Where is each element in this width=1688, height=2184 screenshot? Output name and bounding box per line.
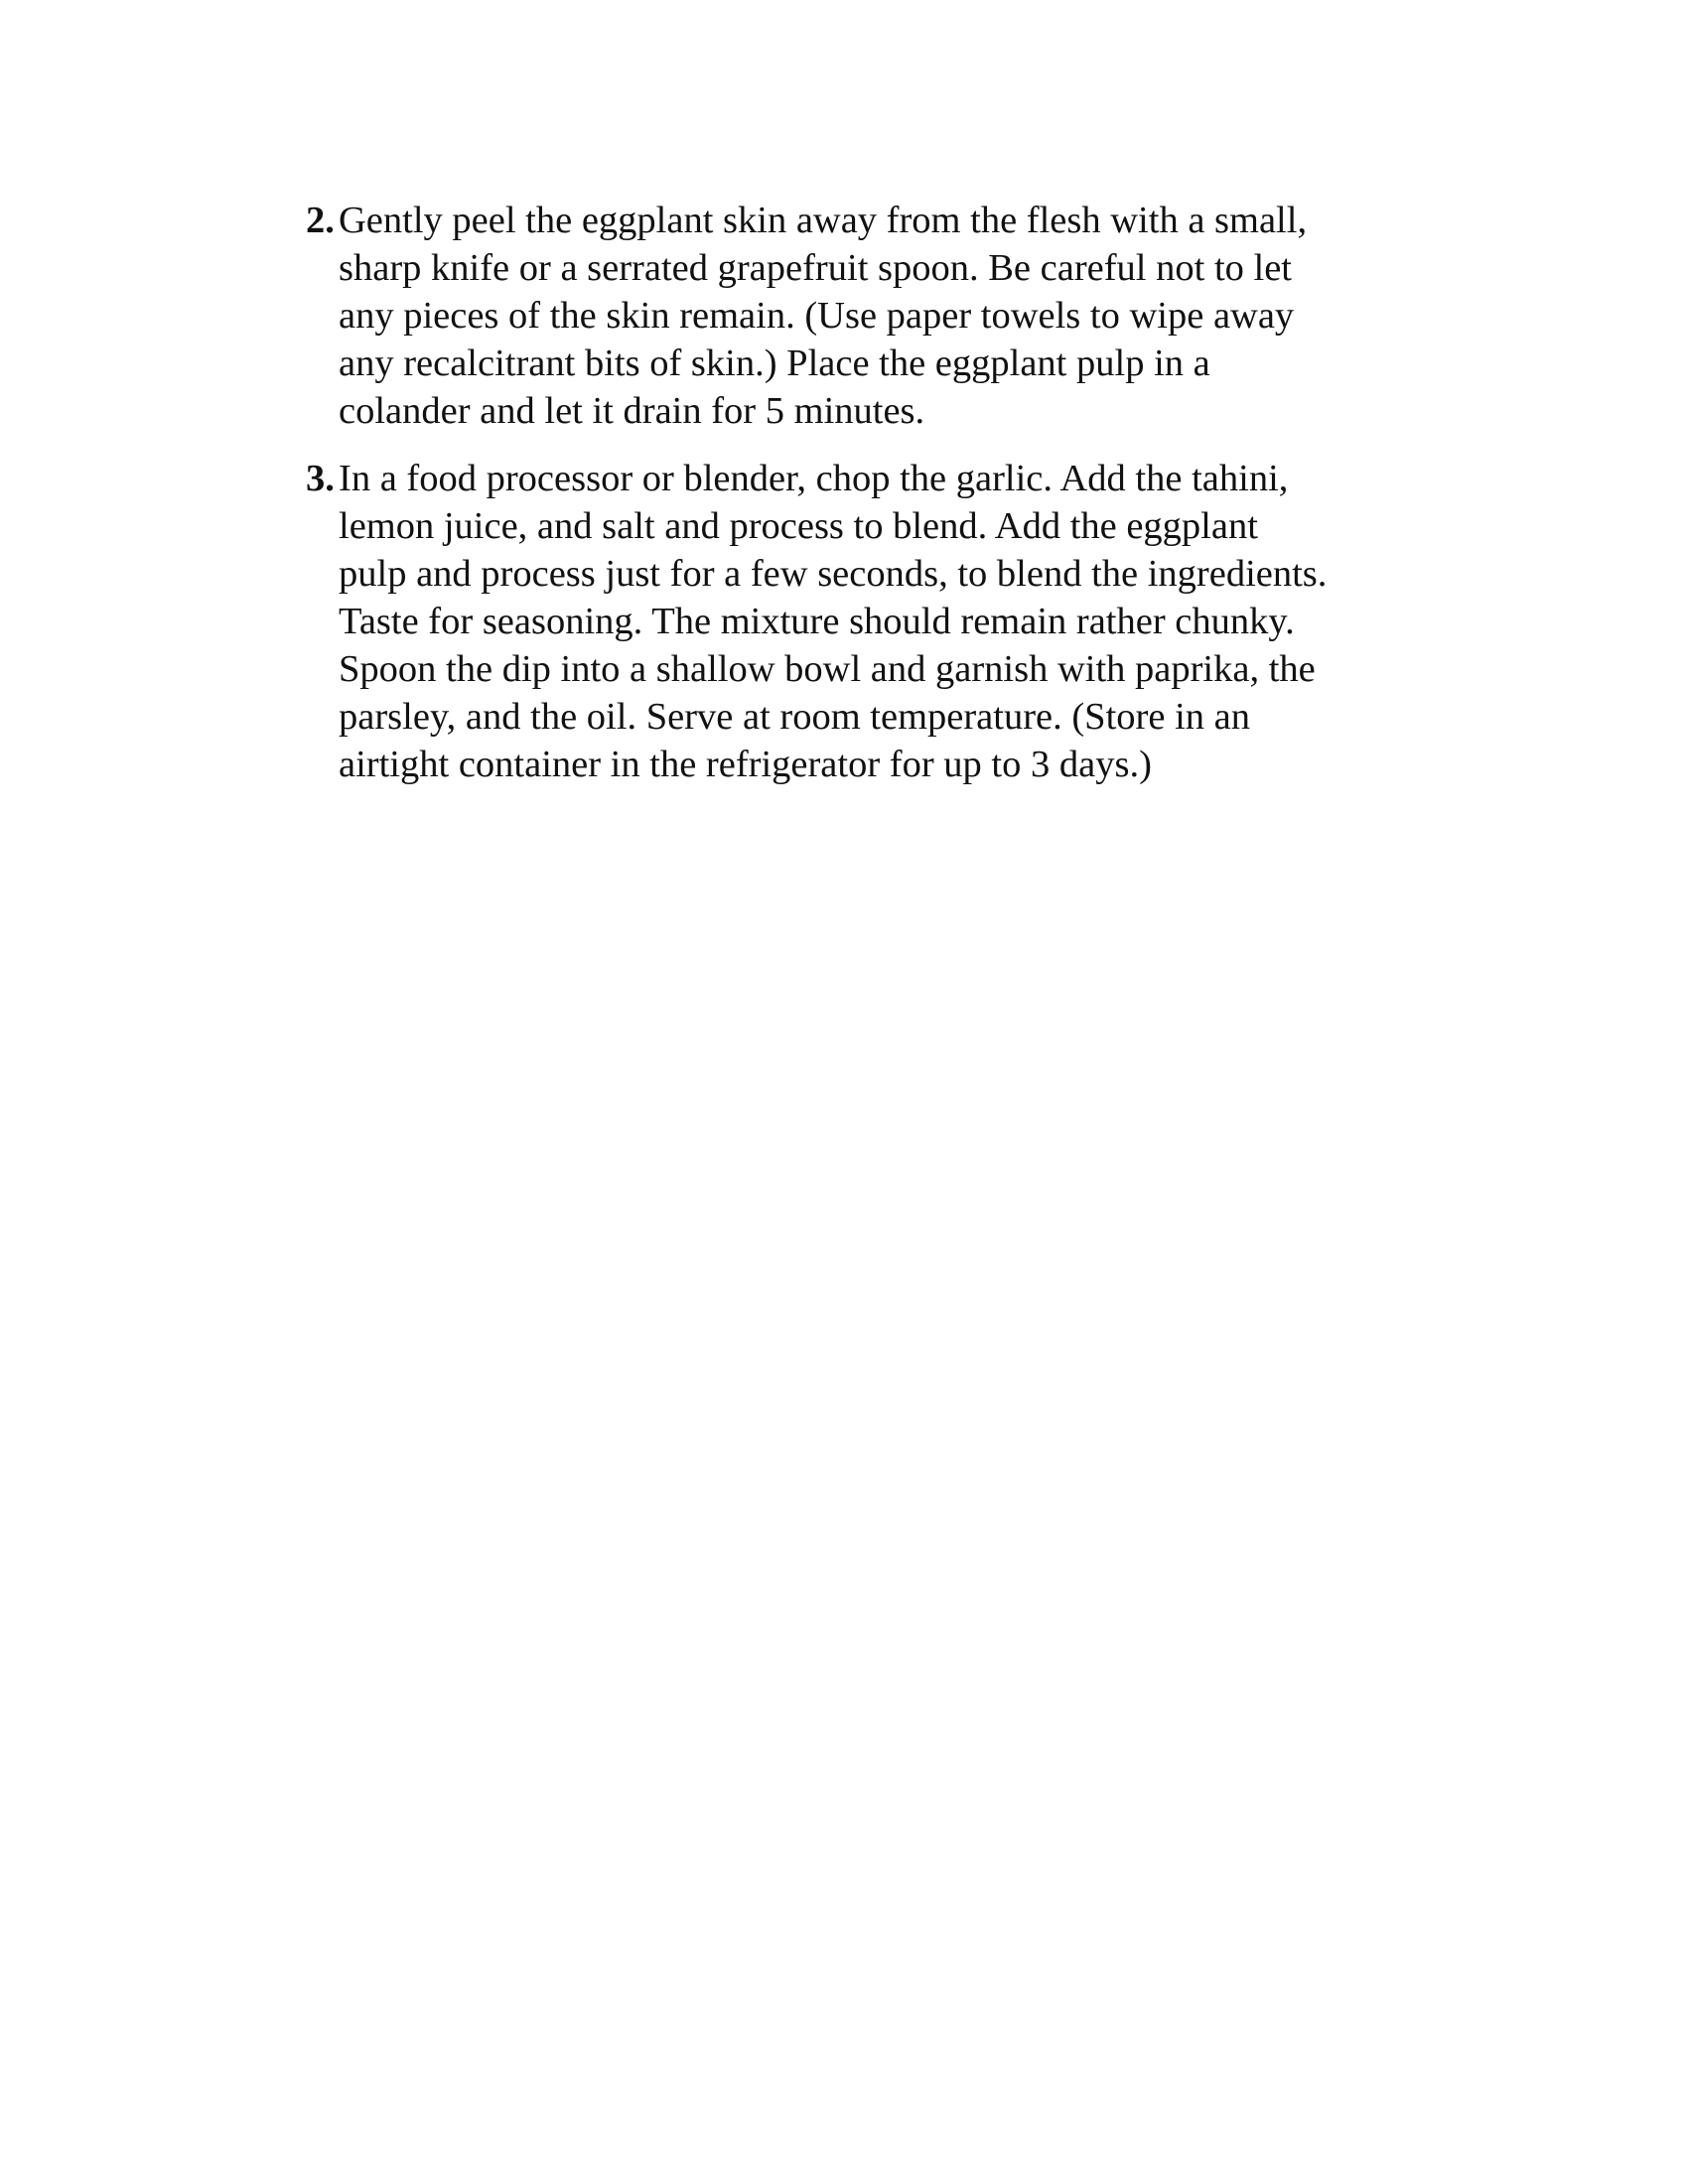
- step-text-line: pulp and process just for a few seconds, to blend the ingredients.: [339, 553, 1328, 595]
- step-2: [306, 197, 1428, 435]
- step-number: 3.: [306, 458, 335, 499]
- step-text-line: parsley, and the oil. Serve at room temperature. (Store in an: [339, 696, 1250, 738]
- step-3: [306, 455, 1428, 788]
- step-text-line: any recalcitrant bits of skin.) Place the eggplant pulp in a: [339, 342, 1210, 384]
- step-text-line: Spoon the dip into a shallow bowl and garnish with paprika, the: [339, 648, 1316, 690]
- step-text-line: colander and let it drain for 5 minutes.: [339, 390, 925, 432]
- step-text-line: sharp knife or a serrated grapefruit spoon. Be careful not to let: [339, 247, 1292, 289]
- step-text-line: airtight container in the refrigerator for up to 3 days.): [339, 744, 1152, 785]
- step-text-line: Taste for seasoning. The mixture should remain rather chunky.: [339, 601, 1295, 642]
- step-text-line: lemon juice, and salt and process to blend. Add the eggplant: [339, 505, 1258, 547]
- step-text-line: Gently peel the eggplant skin away from the flesh with a small,: [339, 200, 1308, 241]
- step-text-line: In a food processor or blender, chop the garlic. Add the tahini,: [339, 458, 1289, 499]
- step-text-line: any pieces of the skin remain. (Use paper towels to wipe away: [339, 295, 1295, 337]
- step-number: 2.: [306, 200, 335, 241]
- recipe-steps: [306, 197, 1428, 808]
